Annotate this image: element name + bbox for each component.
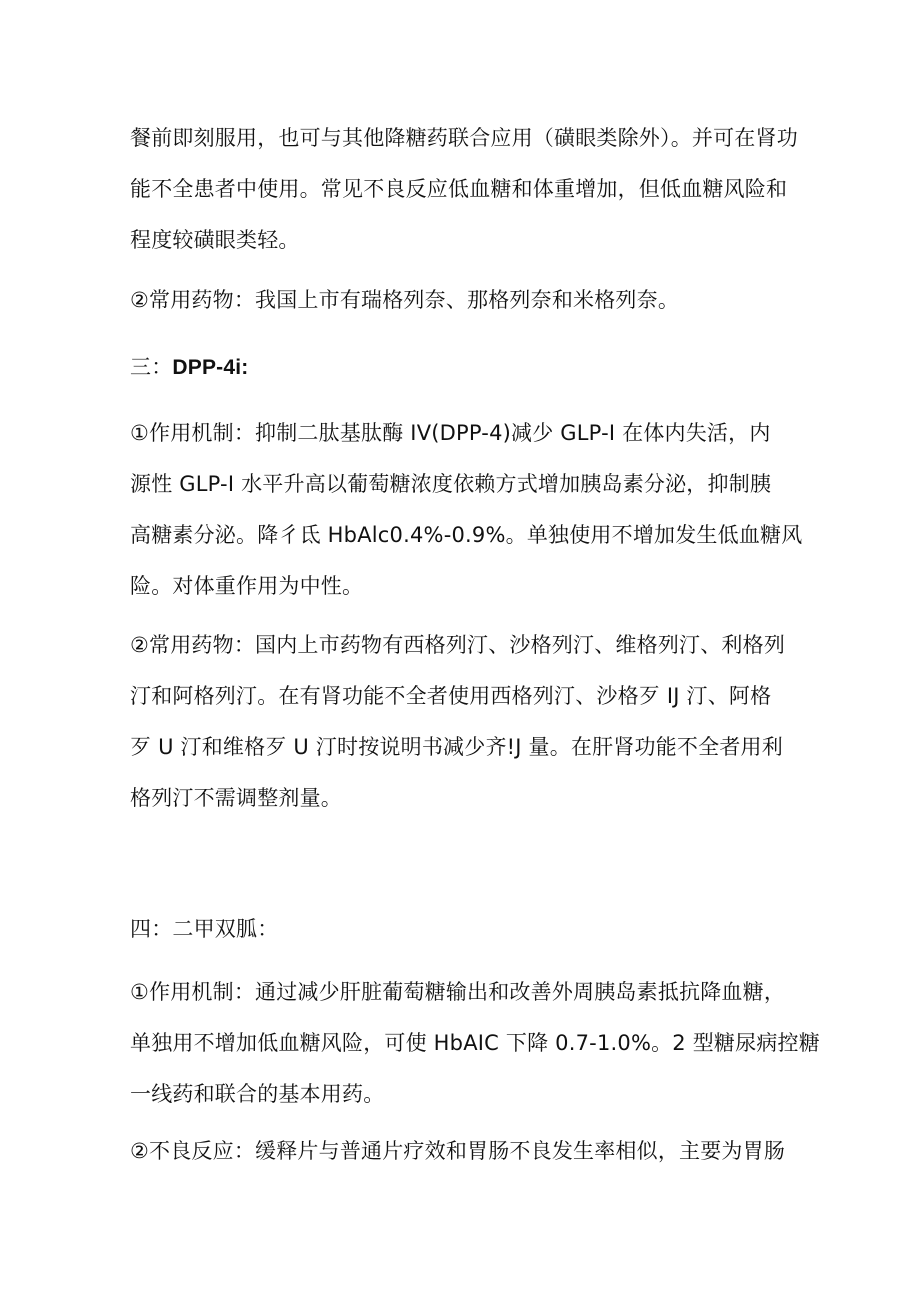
text-line: 一线药和联合的基本用药。 xyxy=(130,1082,385,1106)
paragraph-metformin-mechanism xyxy=(130,967,820,1120)
paragraph-dpp4i-mechanism xyxy=(130,408,810,612)
text-line: 程度较磺眼类轻。 xyxy=(130,228,300,252)
text-line: 歹 U 汀和维格歹 U 汀时按说明书减少齐!J 量。在肝肾功能不全者用利 xyxy=(130,735,783,759)
text-line: 格列汀不需调整剂量。 xyxy=(130,786,342,810)
paragraph-dpp4i-drugs xyxy=(130,620,810,824)
text-line: 能不全患者中使用。常见不良反应低血糖和体重增加，但低血糖风险和 xyxy=(130,177,788,201)
paragraph-glinide-drugs xyxy=(130,275,810,326)
text-line: 源性 GLP-I 水平升高以葡萄糖浓度依赖方式增加胰岛素分泌，抑制胰 xyxy=(130,472,772,496)
text-line: 四：二甲双胍： xyxy=(130,917,279,941)
text-line: 餐前即刻服用，也可与其他降糖药联合应用（磺眼类除外）。并可在肾功 xyxy=(130,126,798,150)
text-line: 汀和阿格列汀。在有肾功能不全者使用西格列汀、沙格歹 IJ 汀、阿格 xyxy=(130,684,772,708)
text-line: ①作用机制：抑制二肽基肽酶 IV(DPP-4)减少 GLP-I 在体内失活，内 xyxy=(130,421,771,445)
heading-prefix: 三： xyxy=(130,355,173,379)
paragraph-metformin-adverse xyxy=(130,1126,810,1177)
text-line: ②不良反应：缓释片与普通片疗效和胃肠不良发生率相似，主要为胃肠 xyxy=(130,1139,786,1163)
section-heading-dpp4i xyxy=(130,342,810,393)
text-line: 单独用不增加低血糖风险，可使 HbAIC 下降 0.7-1.0%。2 型糖尿病控糖 xyxy=(130,1031,820,1055)
text-line: 高糖素分泌。降彳氐 HbAlc0.4%-0.9%。单独使用不增加发生低血糖风 xyxy=(130,523,803,547)
text-line: 险。对体重作用为中性。 xyxy=(130,574,364,598)
heading-title: DPP-4i: xyxy=(172,356,249,379)
text-line: ②常用药物：我国上市有瑞格列奈、那格列奈和米格列奈。 xyxy=(130,288,680,312)
section-heading-metformin xyxy=(130,904,810,955)
paragraph-glinide-usage xyxy=(130,113,810,266)
text-line: ①作用机制：通过减少肝脏葡萄糖输出和改善外周胰岛素抵抗降血糖， xyxy=(130,980,786,1004)
text-line: ②常用药物：国内上市药物有西格列汀、沙格列汀、维格列汀、利格列 xyxy=(130,633,786,657)
